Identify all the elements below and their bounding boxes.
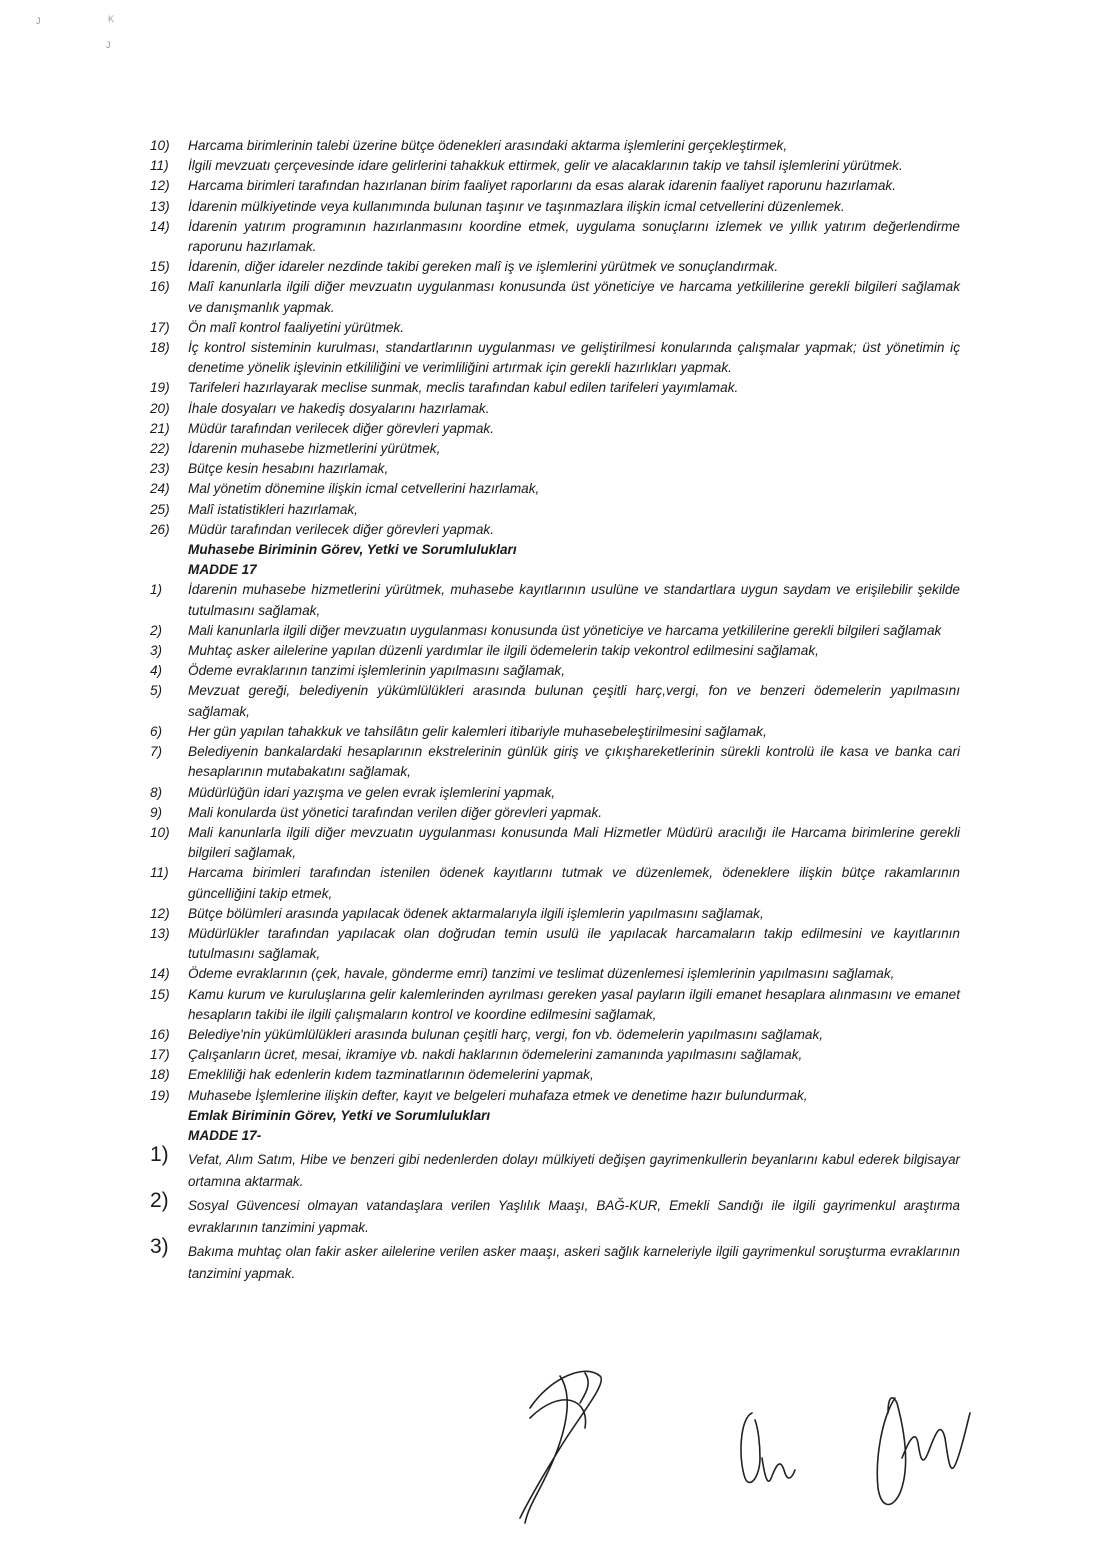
list-item: 1) İdarenin muhasebe hizmetlerini yürütmek, muhasebe kayıtlarının usulüne ve standartlara uygun saydam ve erişilebilir şekilde tutulmasını sağlamak, — [150, 582, 960, 618]
scan-mark: K — [108, 14, 115, 24]
list-item: 8) Müdürlüğün idari yazışma ve gelen evrak işlemlerini yapmak, — [150, 784, 556, 800]
article-number: MADDE 17- — [188, 1127, 262, 1143]
list-item: 16) Malî kanunlarla ilgili diğer mevzuatın uygulanması konusunda üst yöneticiye ve harcama yetkililerine gerekli bilgileri sağlamak ve danışmanlık yapmak. — [150, 279, 960, 315]
duty-list-accounting — [150, 580, 960, 1105]
list-item: 18) İç kontrol sisteminin kurulması, standartlarının uygulanması ve geliştirilmesi konularında çalışmalar yapmak; üst yönetimin iç denetime yönelik işlevinin etkililiğini ve verimliliğini artırmak için gerekli hazırlıkları yapmak. — [150, 340, 960, 376]
list-item: 12) Bütçe bölümleri arasında yapılacak ödenek aktarmalarıyla ilgili işlemlerin yapılmasını sağlamak, — [150, 905, 764, 921]
section-heading: Muhasebe Biriminin Görev, Yetki ve Sorumlulukları — [188, 542, 517, 558]
list-item: 2) Mali kanunlarla ilgili diğer mevzuatın uygulanması konusunda üst yöneticiye ve harcama yetkililerine gerekli bilgileri sağlamak — [150, 622, 942, 638]
list-item: 17) Ön malî kontrol faaliyetini yürütmek. — [150, 319, 405, 335]
list-item: 14) Ödeme evraklarının (çek, havale, gönderme emri) tanzimi ve teslimat düzenlemesi işlemlerinin yapılmasını sağlamak, — [150, 966, 895, 982]
article-number: MADDE 17 — [188, 562, 257, 578]
document-body — [150, 136, 960, 1284]
list-item: 24) Mal yönetim dönemine ilişkin icmal cetvellerini hazırlamak, — [150, 481, 540, 497]
scan-marks — [30, 14, 120, 54]
list-item: 10) Mali kanunlarla ilgili diğer mevzuatın uygulanması konusunda Mali Hizmetler Müdürü aracılığı ile Harcama birimlerine gerekli bilgileri sağlamak, — [150, 824, 960, 861]
list-item: 23) Bütçe kesin hesabını hazırlamak, — [150, 461, 389, 477]
list-item: 10) Harcama birimlerinin talebi üzerine bütçe ödenekleri arasındaki aktarma işlemlerini gerçekleştirmek, — [150, 138, 788, 153]
list-item: 13) İdarenin mülkiyetinde veya kullanımında bulunan taşınır ve taşınmazlara ilişkin icmal cetvellerini düzenlemek. — [150, 198, 845, 214]
list-item: 17) Çalışanların ücret, mesai, ikramiye vb. nakdi haklarının ödemelerini zamanında yapılmasını sağlamak, — [150, 1047, 803, 1063]
list-item: 6) Her gün yapılan tahakkuk ve tahsilâtın gelir kalemleri itibariyle muhasebeleştirilmesini sağlamak, — [150, 723, 767, 739]
list-item: 15) Kamu kurum ve kuruluşlarına gelir kalemlerinden ayrılması gereken yasal payların ilgili emanet hesaplara alınmasını ve emanet hesapların takibi ile ilgili çalışmaların kontrol ve koordine edilmesini sağlamak, — [150, 986, 960, 1022]
signature-marks — [490, 1358, 1010, 1553]
scan-mark: J — [36, 16, 41, 26]
list-item: 11) Harcama birimleri tarafından istenilen ödenek kayıtlarını tutmak ve düzenlemek, ödeneklere ilişkin bütçe rakamlarının güncelliğini takip etmek, — [150, 865, 960, 901]
signatures — [490, 1358, 1010, 1553]
list-item: 25) Malî istatistikleri hazırlamak, — [150, 501, 358, 517]
list-item: 14) İdarenin yatırım programının hazırlanmasını koordine etmek, uygulama sonuçlarını izlemek ve yıllık yatırım değerlendirme raporunu hazırlamak. — [150, 218, 960, 255]
list-item: 1) Vefat, Alım Satım, Hibe ve benzeri gibi nedenlerden dolayı mülkiyeti değişen gayrimenkullerin beyanlarını kabul ederek bilgisayar ortamına aktarmak. — [150, 1143, 960, 1189]
list-item: 3) Bakıma muhtaç olan fakir asker ailelerine verilen asker maaşı, askeri sağlık karneleriyle ilgili gayrimenkul soruşturma evraklarının tanzimini yapmak. — [150, 1235, 960, 1281]
list-item: 4) Ödeme evraklarının tanzimi işlemlerinin yapılmasını sağlamak, — [150, 663, 565, 679]
signature-1 — [520, 1371, 601, 1523]
list-item: 19) Muhasebe İşlemlerine ilişkin defter, kayıt ve belgeleri muhafaza etmek ve denetime hazır bulundurmak, — [150, 1087, 808, 1103]
duty-list-real-estate — [150, 1143, 960, 1284]
duty-list-group1 — [150, 136, 960, 540]
signature-3 — [877, 1398, 970, 1505]
list-item: 9) Mali konularda üst yönetici tarafından verilen diğer görevleri yapmak. — [150, 804, 603, 820]
list-item: 7) Belediyenin bankalardaki hesaplarının ekstrelerinin günlük giriş ve çıkışhareketlerinin sürekli kontrolü ile kasa ve banka cari hesaplarının mutabakatını sağlamak, — [150, 744, 960, 780]
list-item: 26) Müdür tarafından verilecek diğer görevleri yapmak. — [150, 521, 495, 537]
list-item: 13) Müdürlükler tarafından yapılacak olan doğrudan temin usulü ile yapılacak harcamaların takip edilmesini ve kayıtlarının tutulmasını sağlamak, — [150, 925, 960, 962]
list-item: 21) Müdür tarafından verilecek diğer görevleri yapmak. — [150, 420, 495, 436]
list-item: 20) İhale dosyaları ve hakediş dosyalarını hazırlamak. — [150, 400, 490, 416]
list-item: 18) Emekliliği hak edenlerin kıdem tazminatlarının ödemelerini yapmak, — [150, 1067, 594, 1083]
list-item: 2) Sosyal Güvencesi olmayan vatandaşlara verilen Yaşlılık Maaşı, BAĞ-KUR, Emekli Sandığı ile ilgili gayrimenkul araştırma evraklarının tanzimini yapmak. — [150, 1189, 960, 1235]
list-item: 11) İlgili mevzuatı çerçevesinde idare gelirlerini tahakkuk ettirmek, gelir ve alacaklarının takip ve tahsil işlemlerini yürütmek. — [150, 158, 903, 174]
signature-2 — [741, 1413, 795, 1482]
section-heading: Emlak Biriminin Görev, Yetki ve Sorumlulukları — [188, 1107, 491, 1123]
scan-mark: J — [106, 40, 111, 50]
list-item: 5) Mevzuat gereği, belediyenin yükümlülükleri arasında bulunan çeşitli harç,vergi, fon ve benzeri ödemelerin yapılmasını sağlamak, — [150, 683, 960, 719]
list-item: 12) Harcama birimleri tarafından hazırlanan birim faaliyet raporlarını da esas alarak idarenin faaliyet raporunu hazırlamak. — [150, 178, 896, 194]
list-item: 19) Tarifeleri hazırlayarak meclise sunmak, meclis tarafından kabul edilen tarifeleri yayımlamak. — [150, 380, 739, 396]
list-item: 15) İdarenin, diğer idareler nezdinde takibi gereken malî iş ve işlemlerini yürütmek ve sonuçlandırmak. — [150, 259, 779, 275]
list-item: 22) İdarenin muhasebe hizmetlerini yürütmek, — [150, 441, 441, 457]
list-item: 3) Muhtaç asker ailelerine yapılan düzenli yardımlar ile ilgili ödemelerin takip vekontrol edilmesini sağlamak, — [150, 643, 819, 659]
list-item: 16) Belediye'nin yükümlülükleri arasında bulunan çeşitli harç, vergi, fon vb. ödemelerin yapılmasını sağlamak, — [150, 1026, 824, 1042]
